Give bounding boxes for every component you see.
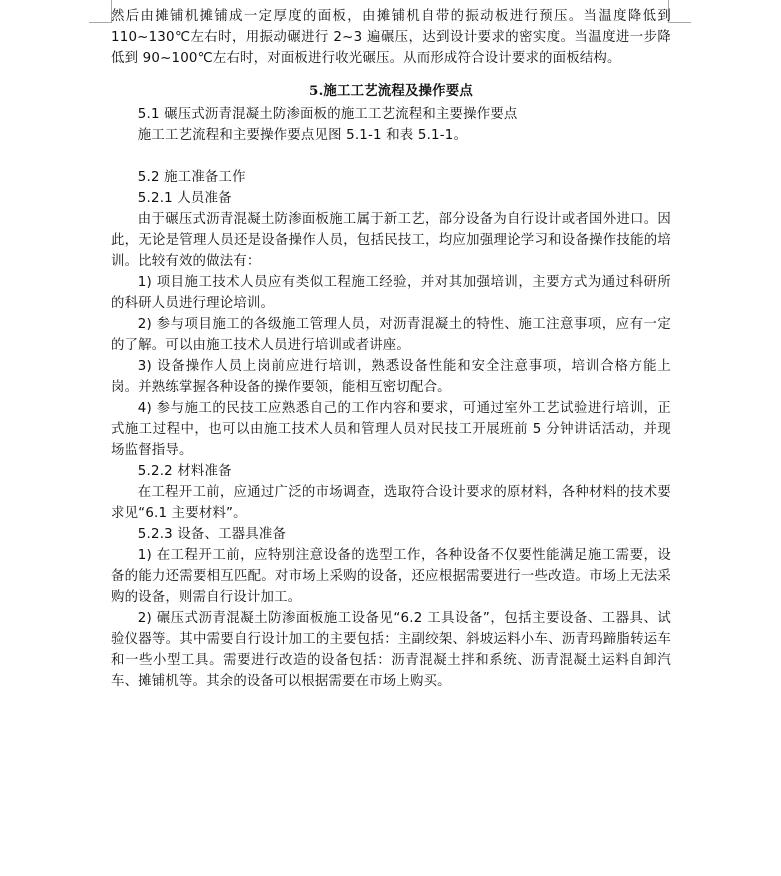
list-item-staff-2: 2) 参与项目施工的各级施工管理人员，对沥青混凝土的特性、施工注意事项，应有一定的了解。可以由施工技术人员进行培训或者讲座。 — [111, 317, 671, 353]
list-item-equipment-2: 2) 碾压式沥青混凝土防渗面板施工设备见“6.2 工具设备”，包括主要设备、工器具、试验仪器等。其中需要自行设计加工的主要包括：主副绞架、斜坡运料小车、沥青玛蹄脂转运车和一些小型工具。需要进行改造的设备包括：沥青混凝土拌和系统、沥青混凝土运料自卸汽车、摊铺机等。其余的设备可以根据需要在市场上购买。 — [111, 611, 671, 689]
subsection-heading-5-2-2: 5.2.2 材料准备 — [137, 464, 232, 479]
subsection-heading-5-1: 5.1 碾压式沥青混凝土防渗面板的施工工艺流程和主要操作要点 — [137, 107, 518, 122]
subsection-heading-5-2-1: 5.2.1 人员准备 — [137, 191, 232, 206]
paragraph-5-2-2: 在工程开工前，应通过广泛的市场调查，选取符合设计要求的原材料，各种材料的技术要求见“6.1 主要材料”。 — [111, 485, 671, 521]
subsection-heading-5-2: 5.2 施工准备工作 — [137, 170, 246, 185]
document-body — [111, 6, 671, 692]
subsection-heading-5-2-3: 5.2.3 设备、工器具准备 — [137, 527, 287, 542]
paragraph-intro: 然后由摊铺机摊铺成一定厚度的面板，由摊铺机自带的振动板进行预压。当温度降低到 110~130℃左右时，用振动碾进行 2~3 遍碾压，达到设计要求的密实度。当温度进一步降低到 90~100℃左右时，对面板进行收光碾压。从而形成符合设计要求的面板结构。 — [111, 9, 671, 66]
margin-corner-mark-left — [89, 0, 112, 23]
list-item-equipment-1: 1) 在工程开工前，应特别注意设备的选型工作，各种设备不仅要性能满足施工需要，设备的能力还需要相互匹配。对市场上采购的设备，还应根据需要进行一些改造。市场上无法采购的设备，则需自行设计加工。 — [111, 548, 671, 605]
paragraph-5-2-1: 由于碾压式沥青混凝土防渗面板施工属于新工艺，部分设备为自行设计或者国外进口。因此，无论是管理人员还是设备操作人员，包括民技工，均应加强理论学习和设备操作技能的培训。比较有效的做法有： — [111, 212, 671, 269]
list-item-staff-4: 4) 参与施工的民技工应熟悉自己的工作内容和要求，可通过室外工艺试验进行培训，正式施工过程中，也可以由施工技术人员和管理人员对民技工开展班前 5 分钟讲话活动，并现场监督指导。 — [111, 401, 671, 458]
blank-line — [111, 146, 671, 167]
paragraph-5-1: 施工工艺流程和主要操作要点见图 5.1-1 和表 5.1-1。 — [137, 128, 468, 143]
list-item-staff-3: 3) 设备操作人员上岗前应进行培训，熟悉设备性能和安全注意事项，培训合格方能上岗。并熟练掌握各种设备的操作要领，能相互密切配合。 — [111, 359, 671, 395]
margin-corner-mark-right — [668, 0, 691, 23]
section-heading-5: 5.施工工艺流程及操作要点 — [309, 83, 473, 99]
list-item-staff-1: 1) 项目施工技术人员应有类似工程施工经验，并对其加强培训，主要方式为通过科研所的科研人员进行理论培训。 — [111, 275, 671, 311]
